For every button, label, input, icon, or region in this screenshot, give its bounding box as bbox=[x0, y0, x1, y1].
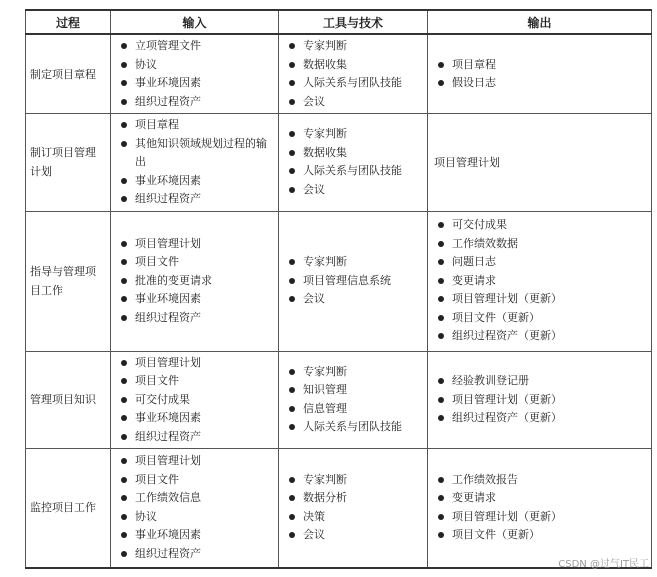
list-item bbox=[432, 235, 647, 254]
list-item bbox=[283, 162, 423, 181]
list-item-label: 其他知识领域规划过程的输出 bbox=[135, 136, 267, 168]
bullet-icon bbox=[121, 43, 127, 49]
bullet-icon bbox=[121, 62, 127, 68]
tools-list bbox=[283, 37, 423, 111]
bullet-icon bbox=[121, 360, 127, 366]
tools-list bbox=[283, 471, 423, 545]
process-name: 制订项目管理计划 bbox=[26, 114, 111, 212]
list-item bbox=[115, 471, 274, 490]
list-item-label: 信息管理 bbox=[303, 401, 347, 415]
list-item bbox=[432, 216, 647, 235]
process-name: 指导与管理项目工作 bbox=[26, 211, 111, 351]
bullet-icon bbox=[289, 406, 295, 412]
list-item-label: 组织过程资产 bbox=[135, 429, 201, 443]
bullet-icon bbox=[438, 62, 444, 68]
table-row bbox=[26, 114, 652, 212]
bullet-icon bbox=[438, 315, 444, 321]
bullet-icon bbox=[438, 514, 444, 520]
bullet-icon bbox=[438, 80, 444, 86]
inputs-list bbox=[115, 452, 274, 563]
list-item-label: 数据分析 bbox=[303, 491, 347, 505]
process-name: 制定项目章程 bbox=[26, 34, 111, 114]
list-item bbox=[283, 74, 423, 93]
bullet-icon bbox=[289, 131, 295, 137]
list-item-label: 事业环境因素 bbox=[135, 528, 201, 542]
header-process: 过程 bbox=[26, 10, 111, 34]
tools-list bbox=[283, 363, 423, 437]
list-item-label: 组织过程资产 bbox=[135, 310, 201, 324]
list-item-label: 立项管理文件 bbox=[135, 39, 201, 52]
table-row bbox=[26, 449, 652, 568]
table-row bbox=[26, 211, 652, 351]
tools-cell bbox=[279, 34, 428, 114]
output-text: 项目管理计划 bbox=[434, 156, 500, 170]
bullet-icon bbox=[289, 187, 295, 193]
list-item-label: 人际关系与团队技能 bbox=[303, 420, 402, 434]
bullet-icon bbox=[121, 80, 127, 86]
bullet-icon bbox=[289, 296, 295, 302]
list-item-label: 数据收集 bbox=[303, 57, 347, 71]
bullet-icon bbox=[438, 378, 444, 384]
list-item bbox=[283, 381, 423, 400]
list-item bbox=[432, 272, 647, 291]
list-item bbox=[283, 181, 423, 200]
bullet-icon bbox=[121, 477, 127, 483]
header-row bbox=[26, 10, 652, 34]
list-item-label: 工作绩效报告 bbox=[452, 472, 518, 486]
list-item bbox=[432, 409, 647, 428]
header-inputs: 输入 bbox=[111, 10, 279, 34]
bullet-icon bbox=[121, 458, 127, 464]
list-item-label: 工作绩效信息 bbox=[135, 491, 201, 505]
list-item-label: 会议 bbox=[303, 182, 325, 196]
list-item bbox=[283, 93, 423, 112]
list-item bbox=[283, 272, 423, 291]
list-item bbox=[283, 526, 423, 545]
bullet-icon bbox=[438, 333, 444, 339]
list-item bbox=[115, 290, 274, 309]
list-item bbox=[283, 125, 423, 144]
list-item bbox=[283, 144, 423, 163]
list-item bbox=[283, 471, 423, 490]
list-item-label: 组织过程资产 bbox=[135, 546, 201, 560]
inputs-cell bbox=[111, 449, 279, 568]
list-item bbox=[115, 508, 274, 527]
bullet-icon bbox=[289, 532, 295, 538]
list-item-label: 项目管理计划 bbox=[135, 236, 201, 250]
list-item bbox=[283, 418, 423, 437]
list-item-label: 人际关系与团队技能 bbox=[303, 164, 402, 178]
list-item-label: 专家判断 bbox=[303, 472, 347, 486]
list-item-label: 变更请求 bbox=[452, 491, 496, 505]
list-item-label: 专家判断 bbox=[303, 39, 347, 52]
tools-cell bbox=[279, 449, 428, 568]
list-item bbox=[115, 272, 274, 291]
list-item-label: 事业环境因素 bbox=[135, 173, 201, 187]
list-item-label: 批准的变更请求 bbox=[135, 273, 212, 287]
list-item bbox=[283, 56, 423, 75]
bullet-icon bbox=[289, 369, 295, 375]
tools-cell bbox=[279, 211, 428, 351]
list-item bbox=[115, 172, 274, 191]
bullet-icon bbox=[289, 168, 295, 174]
tools-list bbox=[283, 253, 423, 309]
bullet-icon bbox=[289, 80, 295, 86]
list-item-label: 协议 bbox=[135, 57, 157, 71]
list-item bbox=[432, 372, 647, 391]
list-item-label: 项目章程 bbox=[135, 118, 179, 131]
bullet-icon bbox=[121, 99, 127, 105]
list-item-label: 会议 bbox=[303, 94, 325, 108]
list-item bbox=[115, 93, 274, 112]
list-item-label: 项目文件 bbox=[135, 255, 179, 269]
bullet-icon bbox=[121, 178, 127, 184]
list-item bbox=[115, 428, 274, 447]
list-item bbox=[115, 545, 274, 564]
bullet-icon bbox=[438, 477, 444, 483]
list-item-label: 事业环境因素 bbox=[135, 292, 201, 306]
list-item-label: 项目文件（更新） bbox=[452, 528, 540, 542]
header-tools: 工具与技术 bbox=[279, 10, 428, 34]
process-name: 监控项目工作 bbox=[26, 449, 111, 568]
bullet-icon bbox=[121, 259, 127, 265]
list-item bbox=[115, 74, 274, 93]
list-item bbox=[115, 409, 274, 428]
inputs-list bbox=[115, 354, 274, 447]
outputs-cell bbox=[428, 449, 652, 568]
tools-cell bbox=[279, 351, 428, 449]
bullet-icon bbox=[289, 99, 295, 105]
list-item bbox=[432, 327, 647, 346]
list-item bbox=[283, 508, 423, 527]
bullet-icon bbox=[438, 397, 444, 403]
bullet-icon bbox=[121, 296, 127, 302]
list-item-label: 项目管理计划（更新） bbox=[452, 392, 562, 406]
bullet-icon bbox=[289, 477, 295, 483]
list-item-label: 工作绩效数据 bbox=[452, 236, 518, 250]
list-item bbox=[283, 489, 423, 508]
bullet-icon bbox=[121, 315, 127, 321]
outputs-cell bbox=[428, 34, 652, 114]
inputs-list bbox=[115, 116, 274, 209]
bullet-icon bbox=[438, 495, 444, 501]
list-item bbox=[115, 190, 274, 209]
list-item-label: 会议 bbox=[303, 528, 325, 542]
list-item-label: 可交付成果 bbox=[135, 392, 190, 406]
list-item bbox=[115, 116, 274, 135]
list-item bbox=[115, 489, 274, 508]
outputs-cell bbox=[428, 351, 652, 449]
list-item bbox=[115, 56, 274, 75]
bullet-icon bbox=[121, 415, 127, 421]
list-item-label: 假设日志 bbox=[452, 76, 496, 89]
list-item bbox=[283, 37, 423, 56]
bullet-icon bbox=[121, 378, 127, 384]
outputs-list bbox=[432, 372, 647, 428]
inputs-cell bbox=[111, 114, 279, 212]
bullet-icon bbox=[438, 415, 444, 421]
list-item bbox=[283, 400, 423, 419]
list-item bbox=[115, 235, 274, 254]
bullet-icon bbox=[289, 150, 295, 156]
list-item-label: 专家判断 bbox=[303, 255, 347, 269]
inputs-cell bbox=[111, 211, 279, 351]
bullet-icon bbox=[121, 397, 127, 403]
list-item-label: 项目文件 bbox=[135, 472, 179, 486]
list-item-label: 项目管理计划 bbox=[135, 454, 201, 468]
list-item bbox=[432, 74, 647, 93]
list-item-label: 知识管理 bbox=[303, 383, 347, 397]
list-item-label: 组织过程资产（更新） bbox=[452, 411, 562, 424]
list-item bbox=[115, 526, 274, 545]
table-row bbox=[26, 351, 652, 449]
bullet-icon bbox=[121, 514, 127, 520]
list-item bbox=[115, 309, 274, 328]
process-name: 管理项目知识 bbox=[26, 351, 111, 449]
list-item-label: 组织过程资产 bbox=[135, 192, 201, 205]
list-item bbox=[432, 391, 647, 410]
bullet-icon bbox=[438, 532, 444, 538]
header-outputs: 输出 bbox=[428, 10, 652, 34]
list-item bbox=[432, 471, 647, 490]
bullet-icon bbox=[289, 514, 295, 520]
list-item-label: 人际关系与团队技能 bbox=[303, 76, 402, 89]
inputs-cell bbox=[111, 351, 279, 449]
list-item-label: 事业环境因素 bbox=[135, 76, 201, 89]
bullet-icon bbox=[289, 424, 295, 430]
list-item bbox=[115, 253, 274, 272]
inputs-list bbox=[115, 37, 274, 111]
list-item bbox=[432, 508, 647, 527]
list-item bbox=[115, 354, 274, 373]
list-item bbox=[115, 135, 274, 172]
list-item-label: 项目管理信息系统 bbox=[303, 273, 391, 287]
bullet-icon bbox=[289, 62, 295, 68]
list-item bbox=[283, 363, 423, 382]
bullet-icon bbox=[438, 259, 444, 265]
watermark: CSDN @过气IT民工 bbox=[558, 559, 649, 570]
bullet-icon bbox=[289, 387, 295, 393]
list-item bbox=[432, 489, 647, 508]
list-item-label: 项目管理计划 bbox=[135, 355, 201, 369]
bullet-icon bbox=[121, 551, 127, 557]
list-item-label: 事业环境因素 bbox=[135, 411, 201, 424]
tools-cell bbox=[279, 114, 428, 212]
process-table bbox=[25, 9, 652, 569]
list-item bbox=[115, 391, 274, 410]
bullet-icon bbox=[121, 122, 127, 128]
bullet-icon bbox=[121, 241, 127, 247]
list-item bbox=[432, 56, 647, 75]
list-item-label: 数据收集 bbox=[303, 145, 347, 159]
list-item-label: 专家判断 bbox=[303, 127, 347, 141]
list-item-label: 问题日志 bbox=[452, 255, 496, 269]
inputs-cell bbox=[111, 34, 279, 114]
bullet-icon bbox=[289, 43, 295, 49]
list-item-label: 组织过程资产 bbox=[135, 94, 201, 108]
list-item bbox=[115, 372, 274, 391]
list-item-label: 变更请求 bbox=[452, 273, 496, 287]
bullet-icon bbox=[438, 222, 444, 228]
list-item-label: 组织过程资产（更新） bbox=[452, 329, 562, 343]
bullet-icon bbox=[121, 495, 127, 501]
outputs-list bbox=[432, 56, 647, 93]
list-item bbox=[432, 309, 647, 328]
bullet-icon bbox=[289, 495, 295, 501]
outputs-cell bbox=[428, 211, 652, 351]
bullet-icon bbox=[121, 141, 127, 147]
list-item-label: 项目文件（更新） bbox=[452, 310, 540, 324]
bullet-icon bbox=[289, 259, 295, 265]
bullet-icon bbox=[121, 532, 127, 538]
list-item-label: 协议 bbox=[135, 509, 157, 523]
outputs-cell bbox=[428, 114, 652, 212]
list-item-label: 会议 bbox=[303, 292, 325, 306]
list-item-label: 项目管理计划（更新） bbox=[452, 292, 562, 306]
list-item bbox=[115, 452, 274, 471]
outputs-list bbox=[432, 216, 647, 346]
list-item-label: 项目章程 bbox=[452, 57, 496, 71]
list-item-label: 经验教训登记册 bbox=[452, 374, 529, 387]
list-item-label: 项目文件 bbox=[135, 374, 179, 387]
inputs-list bbox=[115, 235, 274, 328]
list-item bbox=[432, 290, 647, 309]
bullet-icon bbox=[121, 196, 127, 202]
list-item-label: 项目管理计划（更新） bbox=[452, 509, 562, 523]
bullet-icon bbox=[121, 278, 127, 284]
bullet-icon bbox=[438, 241, 444, 247]
list-item bbox=[432, 253, 647, 272]
list-item bbox=[432, 526, 647, 545]
bullet-icon bbox=[438, 296, 444, 302]
outputs-list bbox=[432, 471, 647, 545]
bullet-icon bbox=[289, 278, 295, 284]
list-item-label: 决策 bbox=[303, 509, 325, 523]
tools-list bbox=[283, 125, 423, 199]
table-row bbox=[26, 34, 652, 114]
list-item bbox=[283, 290, 423, 309]
list-item-label: 专家判断 bbox=[303, 364, 347, 378]
list-item bbox=[115, 37, 274, 56]
bullet-icon bbox=[121, 434, 127, 440]
list-item bbox=[283, 253, 423, 272]
bullet-icon bbox=[438, 278, 444, 284]
list-item-label: 可交付成果 bbox=[452, 218, 507, 232]
